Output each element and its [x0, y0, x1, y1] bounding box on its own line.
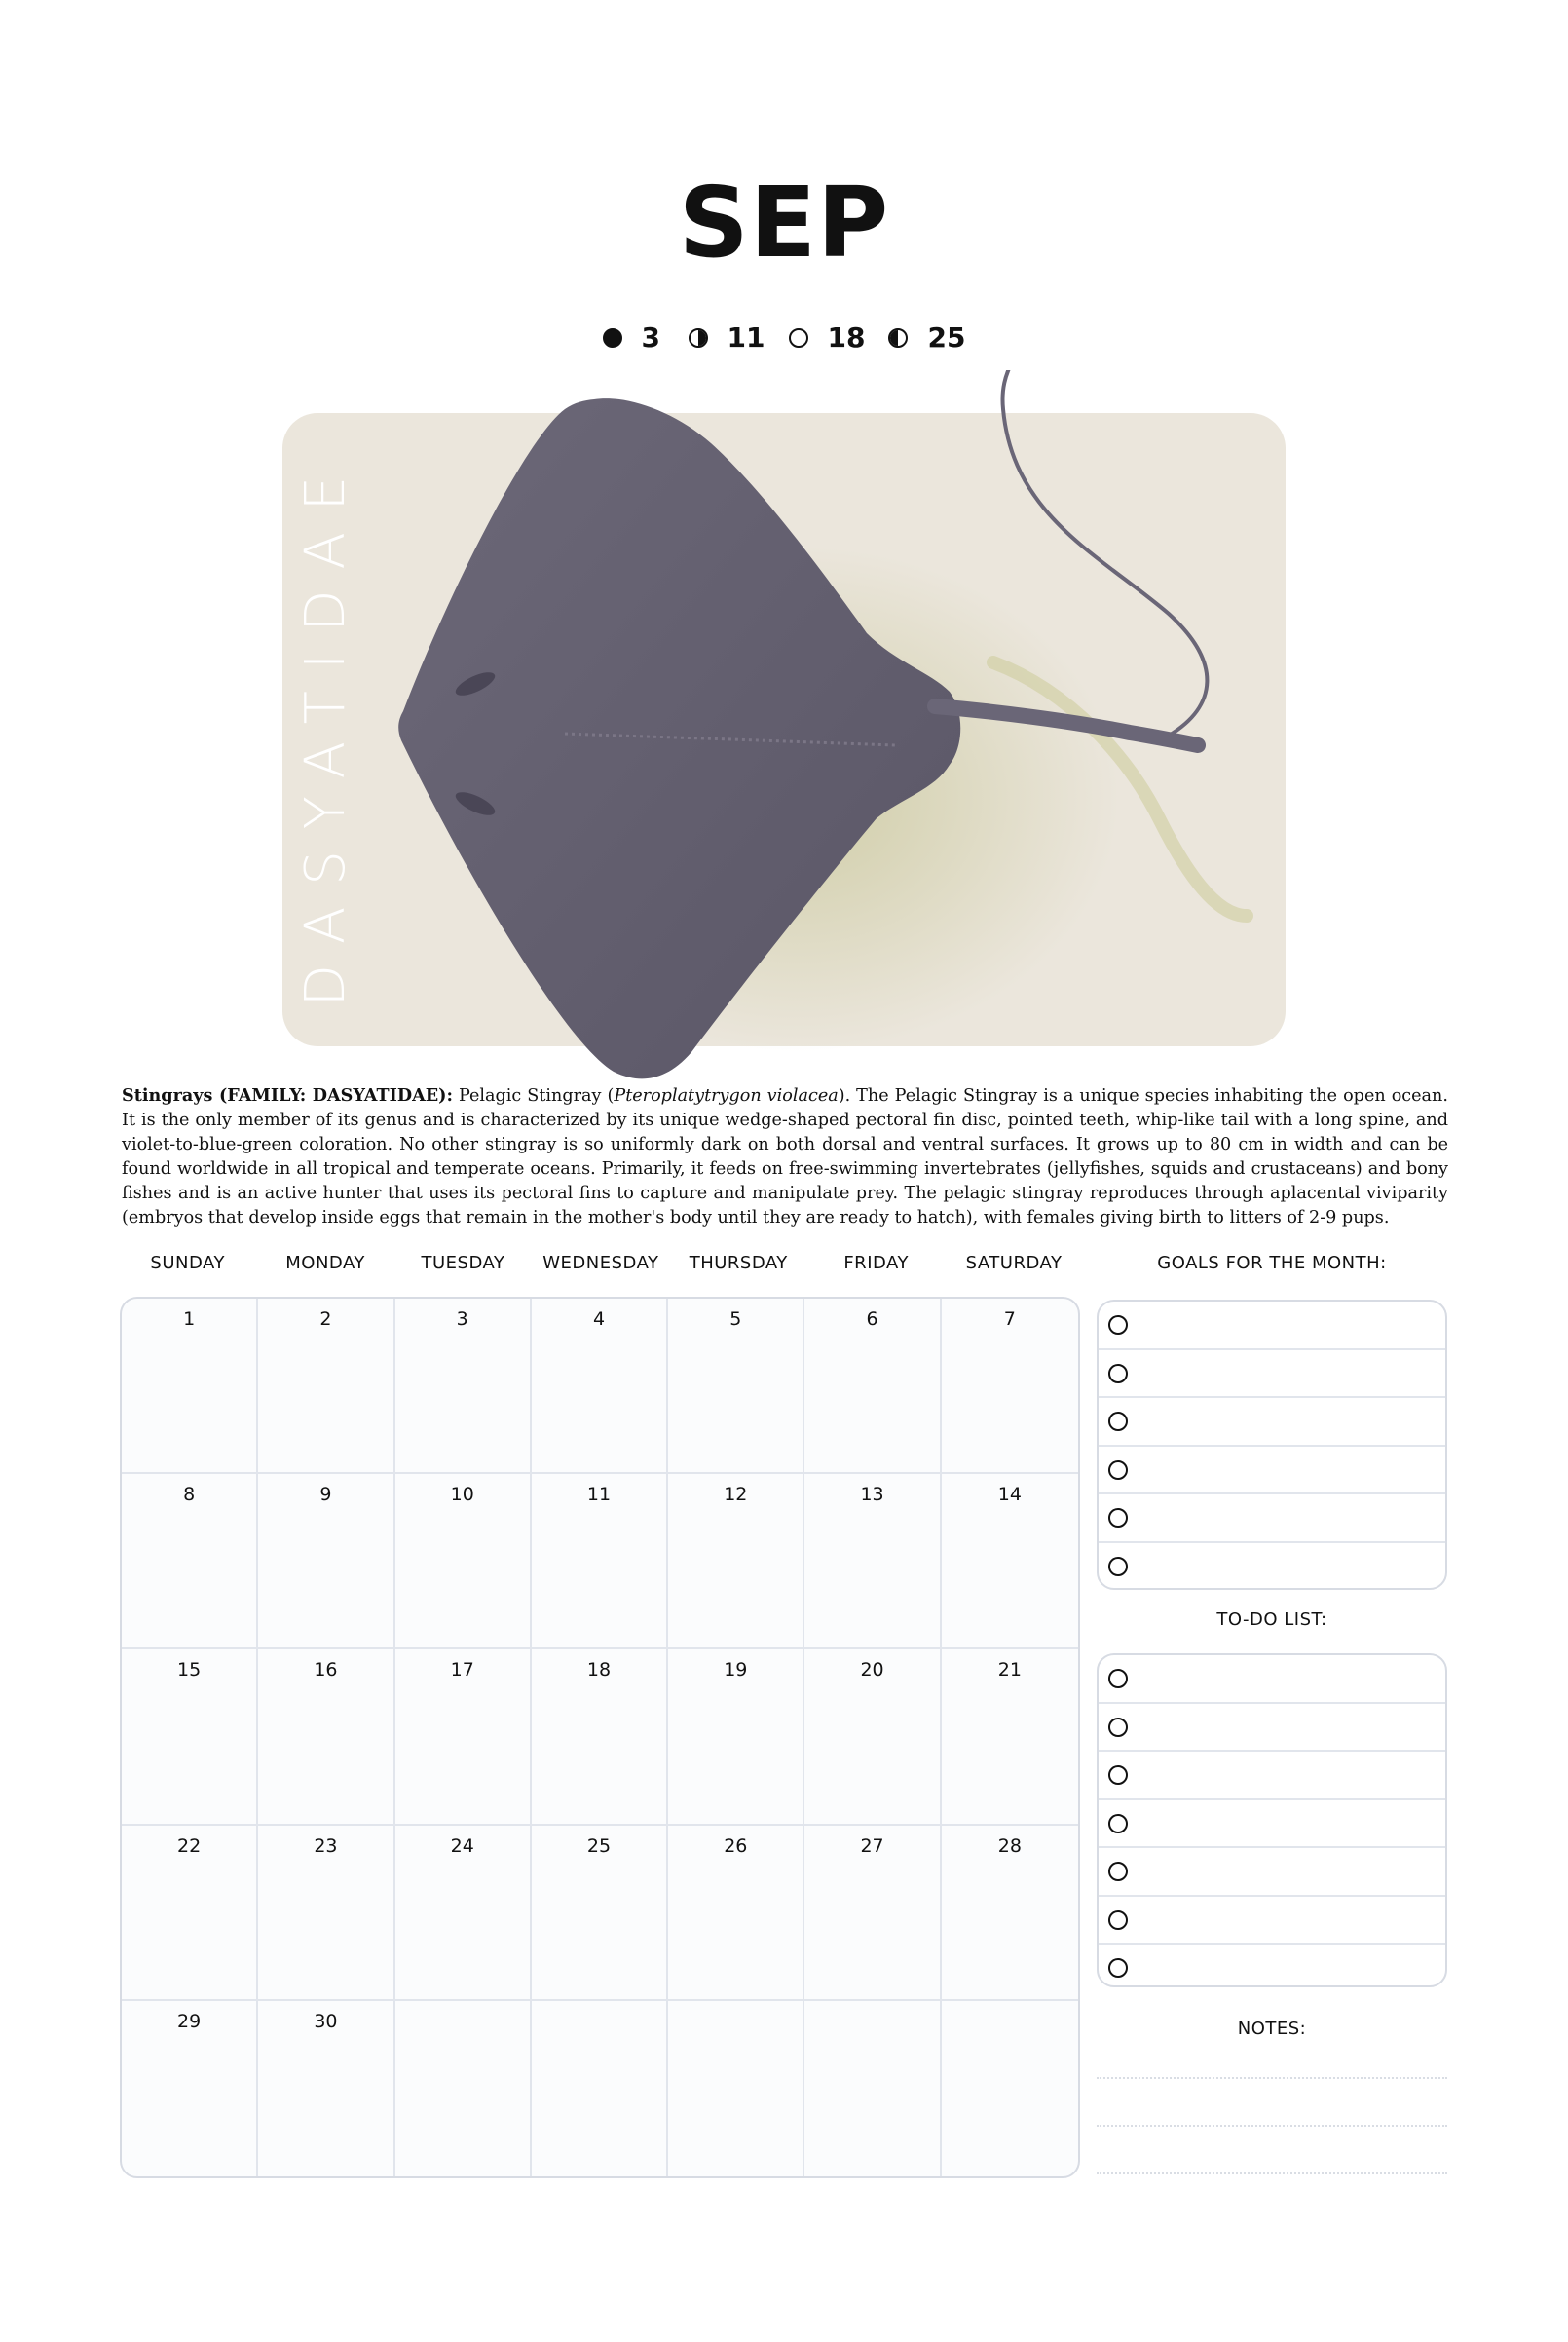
calendar-day-number: 22 [177, 1834, 202, 1857]
moon-phase-day: 3 [641, 321, 661, 354]
calendar-day-cell[interactable] [532, 1474, 668, 1649]
month-title: SEP [678, 166, 890, 280]
calendar-day-number: 6 [866, 1308, 878, 1330]
calendar-day-number: 11 [586, 1484, 612, 1506]
calendar-day-number: 10 [450, 1484, 474, 1506]
weekday-label: TUESDAY [421, 1253, 505, 1273]
calendar-day-cell[interactable] [942, 1826, 1078, 2001]
calendar-day-number: 15 [177, 1659, 202, 1681]
full-moon-icon [789, 328, 808, 348]
calendar-day-cell[interactable] [532, 1826, 668, 2001]
moon-phase-day: 18 [827, 321, 866, 354]
calendar-day-cell[interactable] [532, 2001, 668, 2176]
new-moon-icon [603, 328, 622, 348]
todo-row[interactable] [1099, 1848, 1445, 1897]
calendar-day-cell[interactable] [942, 2001, 1078, 2176]
checkbox-circle-icon[interactable] [1108, 1508, 1128, 1528]
checkbox-circle-icon[interactable] [1108, 1910, 1128, 1930]
calendar-day-cell[interactable] [395, 1826, 532, 2001]
notes-title: NOTES: [1237, 2019, 1307, 2039]
first-quarter-icon [689, 328, 708, 348]
moon-phases [0, 321, 1568, 354]
goal-row[interactable] [1099, 1350, 1445, 1399]
calendar-day-cell[interactable] [804, 1474, 941, 1649]
calendar-day-number: 5 [729, 1308, 742, 1330]
moon-phase-item [789, 321, 866, 354]
family-label-text: DASYATIDAE [294, 454, 357, 1007]
todo-row[interactable] [1099, 1897, 1445, 1945]
calendar-day-cell[interactable] [122, 2001, 258, 2176]
calendar-day-cell[interactable] [122, 1649, 258, 1825]
checkbox-circle-icon[interactable] [1108, 1862, 1128, 1881]
calendar-day-number: 24 [450, 1834, 474, 1857]
calendar-day-number: 28 [997, 1834, 1022, 1857]
description-lead: Stingrays (FAMILY: DASYATIDAE): [122, 1085, 453, 1106]
weekday-header [119, 1253, 1083, 1273]
calendar-day-cell[interactable] [395, 1299, 532, 1474]
calendar-day-number: 12 [724, 1484, 748, 1506]
calendar-day-cell[interactable] [668, 2001, 804, 2176]
todo-row[interactable] [1099, 1752, 1445, 1800]
todo-row[interactable] [1099, 1655, 1445, 1704]
family-label [294, 419, 357, 1042]
weekday-label: SUNDAY [150, 1253, 225, 1273]
calendar-day-cell[interactable] [668, 1826, 804, 2001]
goal-row[interactable] [1099, 1398, 1445, 1447]
moon-phase-item [603, 321, 665, 354]
calendar-day-cell[interactable] [668, 1474, 804, 1649]
calendar-day-cell[interactable] [942, 1299, 1078, 1474]
calendar-day-number: 3 [456, 1308, 468, 1330]
calendar-day-cell[interactable] [532, 1299, 668, 1474]
calendar-day-number: 29 [177, 2010, 202, 2032]
weekday-label: WEDNESDAY [542, 1253, 659, 1273]
calendar-day-number: 30 [314, 2010, 338, 2032]
calendar-day-number: 17 [450, 1659, 474, 1681]
calendar-day-number: 13 [860, 1484, 884, 1506]
goal-row[interactable] [1099, 1447, 1445, 1495]
species-description [122, 1083, 1448, 1230]
calendar-day-number: 2 [319, 1308, 332, 1330]
description-body: ). The Pelagic Stingray is a unique species inhabiting the open ocean. It is the only member of its genus and is characterized by its unique wedge-shaped pectoral fin disc, pointed teeth, whip-like tail with a long spine, and violet-to-blue-green coloration. No other stingray is so uniformly dark on both dorsal and ventral surfaces. It grows up to 80 cm in width and can be found worldwide in all tropical and temperate oceans. Primarily, it feeds on free-swimming invertebrates (jellyfishes, squids and crustaceans) and bony fishes and is an active hunter that uses its pectoral fins to capture and manipulate prey. The pelagic stingray reproduces through aplacental viviparity (embryos that develop inside eggs that remain in the mother's body until they are ready to hatch), with females giving birth to litters of 2-9 pups. [122, 1086, 1448, 1228]
calendar-cells [122, 1299, 1078, 2176]
weekday-label: THURSDAY [689, 1253, 788, 1273]
checkbox-circle-icon[interactable] [1108, 1669, 1128, 1688]
calendar-day-cell[interactable] [258, 1299, 394, 1474]
todo-row[interactable] [1099, 1945, 1445, 1987]
notes-line[interactable] [1097, 2077, 1447, 2079]
description-scientific-name: Pteroplatytrygon violacea [614, 1086, 839, 1106]
calendar-day-number: 16 [314, 1659, 338, 1681]
weekday-label: SATURDAY [965, 1253, 1063, 1273]
checkbox-circle-icon[interactable] [1108, 1557, 1128, 1576]
goal-row[interactable] [1099, 1302, 1445, 1350]
calendar-day-cell[interactable] [258, 1649, 394, 1825]
description-common-name: Pelagic Stingray ( [458, 1086, 615, 1106]
moon-phase-item [888, 321, 965, 354]
goals-list [1097, 1300, 1447, 1590]
calendar-day-number: 19 [724, 1659, 748, 1681]
calendar-day-cell[interactable] [258, 2001, 394, 2176]
calendar-day-cell[interactable] [258, 1826, 394, 2001]
calendar-day-number: 18 [586, 1659, 612, 1681]
calendar-day-number: 27 [860, 1834, 884, 1857]
calendar-day-number: 21 [997, 1659, 1022, 1681]
calendar-day-cell[interactable] [122, 1299, 258, 1474]
todo-list [1097, 1653, 1447, 1987]
checkbox-circle-icon[interactable] [1108, 1315, 1128, 1335]
checkbox-circle-icon[interactable] [1108, 1718, 1128, 1737]
checkbox-circle-icon[interactable] [1108, 1364, 1128, 1383]
calendar-day-cell[interactable] [804, 1826, 941, 2001]
calendar-day-number: 8 [183, 1484, 196, 1506]
calendar-day-number: 23 [314, 1834, 338, 1857]
checkbox-circle-icon[interactable] [1108, 1765, 1128, 1785]
calendar-day-number: 25 [586, 1834, 612, 1857]
last-quarter-icon [888, 328, 908, 348]
calendar-day-number: 9 [319, 1484, 332, 1506]
calendar-day-number: 1 [183, 1308, 196, 1330]
todo-row[interactable] [1099, 1800, 1445, 1849]
calendar-day-cell[interactable] [395, 2001, 532, 2176]
weekday-label: FRIDAY [843, 1253, 909, 1273]
calendar-day-number: 7 [1003, 1308, 1016, 1330]
calendar-day-cell[interactable] [668, 1299, 804, 1474]
goal-row[interactable] [1099, 1543, 1445, 1591]
moon-phase-item [689, 321, 765, 354]
moon-phase-day: 11 [727, 321, 765, 354]
stingray-illustration [390, 370, 1266, 1091]
calendar-day-number: 26 [724, 1834, 748, 1857]
weekday-label: MONDAY [285, 1253, 365, 1273]
checkbox-circle-icon[interactable] [1108, 1958, 1128, 1978]
calendar-day-cell[interactable] [942, 1649, 1078, 1825]
calendar-day-cell[interactable] [395, 1474, 532, 1649]
calendar-day-number: 14 [997, 1484, 1022, 1506]
checkbox-circle-icon[interactable] [1108, 1460, 1128, 1480]
todo-title: TO-DO LIST: [1216, 1609, 1327, 1630]
goals-title: GOALS FOR THE MONTH: [1157, 1253, 1387, 1273]
calendar-grid [120, 1297, 1080, 2178]
calendar-day-cell[interactable] [804, 1299, 941, 1474]
notes-line[interactable] [1097, 2172, 1447, 2174]
calendar-day-cell[interactable] [804, 2001, 941, 2176]
moon-phase-day: 25 [927, 321, 966, 354]
calendar-day-cell[interactable] [942, 1474, 1078, 1649]
notes-line[interactable] [1097, 2125, 1447, 2127]
checkbox-circle-icon[interactable] [1108, 1814, 1128, 1833]
calendar-day-cell[interactable] [258, 1474, 394, 1649]
calendar-day-number: 4 [592, 1308, 606, 1330]
checkbox-circle-icon[interactable] [1108, 1412, 1128, 1431]
goal-row[interactable] [1099, 1494, 1445, 1543]
calendar-day-cell[interactable] [668, 1649, 804, 1825]
calendar-day-cell[interactable] [122, 1474, 258, 1649]
calendar-day-cell[interactable] [804, 1649, 941, 1825]
calendar-day-cell[interactable] [532, 1649, 668, 1825]
todo-row[interactable] [1099, 1704, 1445, 1753]
calendar-day-cell[interactable] [395, 1649, 532, 1825]
calendar-day-cell[interactable] [122, 1826, 258, 2001]
calendar-day-number: 20 [860, 1659, 884, 1681]
